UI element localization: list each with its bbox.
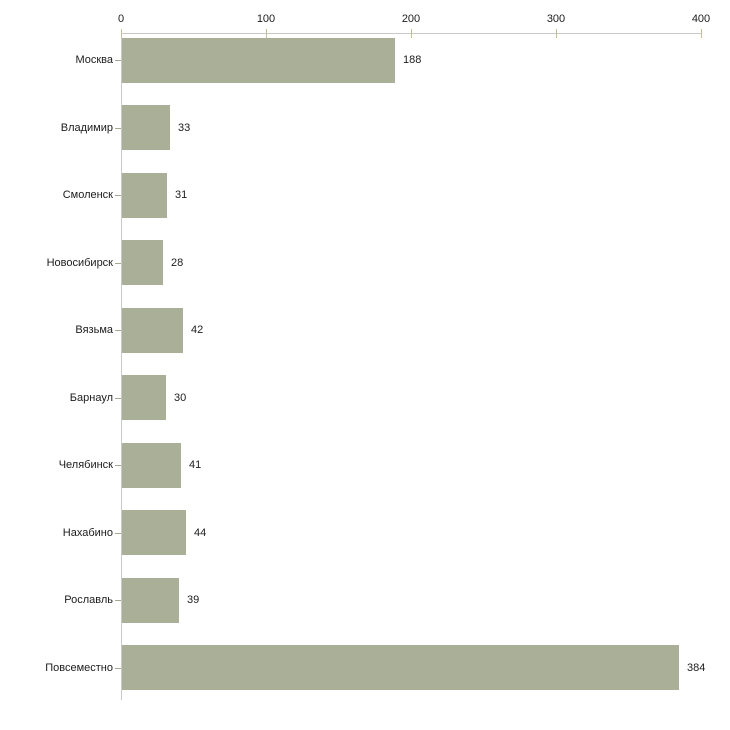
category-label: Новосибирск [46, 256, 113, 269]
y-axis-tick-mark [115, 600, 121, 601]
x-axis-tick-label: 400 [691, 13, 711, 25]
bar [122, 240, 163, 285]
x-axis-tick-label: 100 [256, 13, 276, 25]
category-label: Нахабино [62, 526, 113, 539]
bar [122, 443, 181, 488]
y-axis-tick-mark [115, 533, 121, 534]
bar [122, 308, 183, 353]
y-axis-tick-mark [115, 330, 121, 331]
value-label: 30 [174, 391, 187, 404]
x-axis-tick-label: 0 [117, 13, 125, 25]
x-axis-tick-mark [411, 29, 412, 38]
category-label: Вязьма [75, 324, 113, 337]
value-label: 44 [194, 526, 207, 539]
y-axis-tick-mark [115, 263, 121, 264]
value-label: 384 [687, 661, 706, 674]
category-label: Повсеместно [45, 661, 113, 674]
x-axis-tick-mark [121, 29, 122, 38]
value-label: 31 [175, 189, 188, 202]
category-label: Барнаул [69, 391, 113, 404]
category-label: Владимир [60, 121, 113, 134]
y-axis-tick-mark [115, 60, 121, 61]
value-label: 28 [171, 256, 184, 269]
y-axis-tick-mark [115, 668, 121, 669]
bar [122, 510, 186, 555]
x-axis-tick-label: 200 [401, 13, 421, 25]
bar [122, 645, 679, 690]
x-axis-tick-mark [701, 29, 702, 38]
value-label: 41 [189, 459, 202, 472]
category-label: Рославль [64, 594, 113, 607]
y-axis-tick-mark [115, 195, 121, 196]
value-label: 33 [178, 121, 191, 134]
y-axis-tick-mark [115, 128, 121, 129]
category-label: Смоленск [62, 189, 113, 202]
category-label: Москва [75, 54, 113, 67]
bar [122, 173, 167, 218]
category-label: Челябинск [58, 459, 113, 472]
value-label: 188 [403, 54, 422, 67]
y-axis-tick-mark [115, 398, 121, 399]
y-axis-tick-mark [115, 465, 121, 466]
x-axis-tick-label: 300 [546, 13, 566, 25]
value-label: 42 [191, 324, 204, 337]
bar [122, 38, 395, 83]
bar [122, 578, 179, 623]
bar [122, 375, 166, 420]
x-axis-tick-mark [556, 29, 557, 38]
bar [122, 105, 170, 150]
value-label: 39 [187, 594, 200, 607]
x-axis-tick-mark [266, 29, 267, 38]
